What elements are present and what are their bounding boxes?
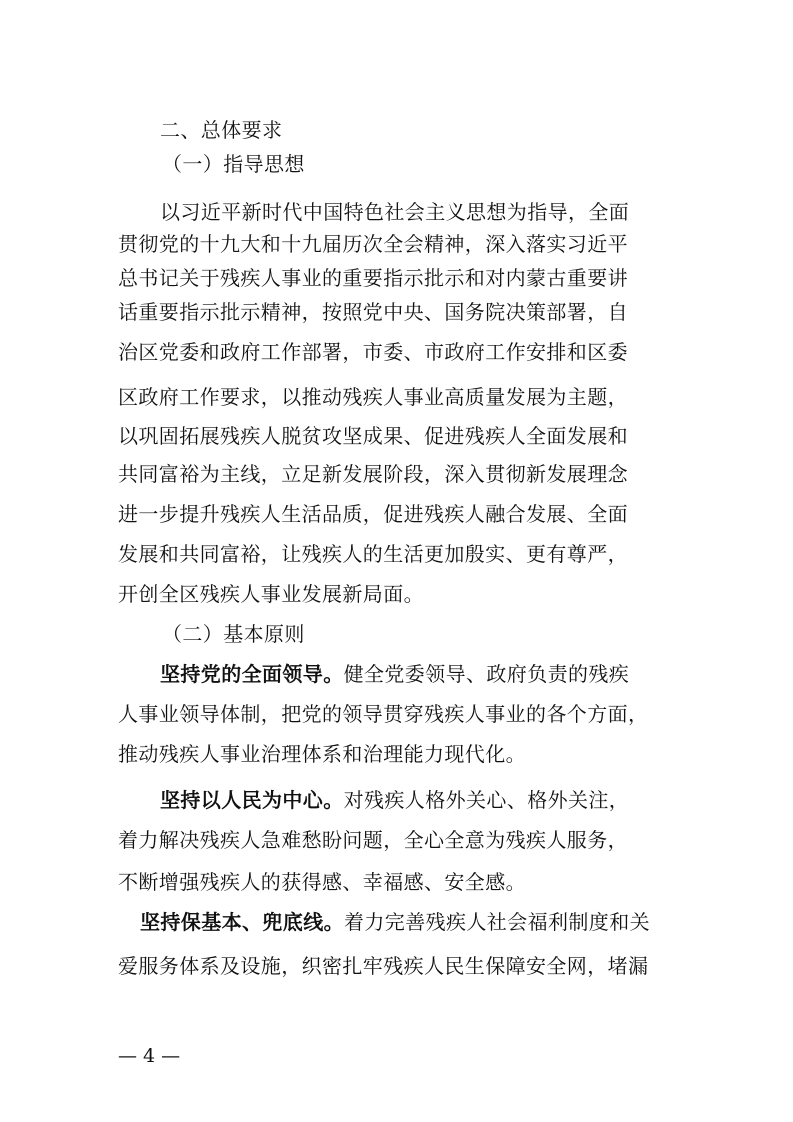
guiding-paragraph-line: 区政府工作要求，以推动残疾人事业高质量发展为主题， [118, 385, 628, 409]
basic-principles-heading: （二）基本原则 [162, 622, 305, 646]
guiding-paragraph-line: 发展和共同富裕，让残疾人的生活更加殷实、更有尊严， [118, 542, 628, 566]
principle-line: 推动残疾人事业治理体系和治理能力现代化。 [118, 742, 526, 766]
principle-text: 着力完善残疾人社会福利制度和关 [344, 910, 650, 934]
section-heading: 二、总体要求 [160, 118, 283, 142]
principle-line: 人事业领导体制，把党的领导贯穿残疾人事业的各个方面， [118, 702, 649, 726]
principle-line [160, 788, 730, 812]
principle-title: 坚持党的全面领导。 [160, 662, 344, 686]
guiding-paragraph-line: 总书记关于残疾人事业的重要指示批示和对内蒙古重要讲 [118, 266, 628, 290]
principle-line: 着力解决残疾人急难愁盼问题，全心全意为残疾人服务， [118, 828, 628, 852]
guiding-paragraph-line: 话重要指示批示精神，按照党中央、国务院决策部署，自 [118, 300, 628, 324]
principle-line: 不断增强残疾人的获得感、幸福感、安全感。 [118, 870, 526, 894]
principle-line [140, 910, 710, 934]
principle-text: 对残疾人格外关心、格外关注， [343, 788, 630, 812]
guiding-paragraph-line: 以习近平新时代中国特色社会主义思想为指导，全面 [160, 200, 630, 224]
principle-text: 健全党委领导、政府负责的残疾 [343, 662, 630, 686]
guiding-paragraph-line: 共同富裕为主线，立足新发展阶段，深入贯彻新发展理念 [118, 462, 628, 486]
guiding-thought-heading: （一）指导思想 [162, 152, 305, 176]
guiding-paragraph-line: 治区党委和政府工作部署，市委、市政府工作安排和区委 [118, 340, 628, 364]
guiding-paragraph-line: 贯彻党的十九大和十九届历次全会精神，深入落实习近平 [118, 232, 628, 256]
principle-title: 坚持以人民为中心。 [160, 788, 344, 812]
guiding-paragraph-line: 进一步提升残疾人生活品质，促进残疾人融合发展、全面 [118, 502, 628, 526]
principle-line [160, 662, 730, 686]
page-number: — 4 — [118, 1045, 181, 1067]
principle-title: 坚持保基本、兜底线。 [140, 910, 344, 934]
guiding-paragraph-line: 以巩固拓展残疾人脱贫攻坚成果、促进残疾人全面发展和 [118, 424, 628, 448]
principle-line: 爱服务体系及设施，织密扎牢残疾人民生保障安全网，堵漏 [118, 954, 649, 978]
guiding-paragraph-line: 开创全区残疾人事业发展新局面。 [118, 582, 424, 606]
